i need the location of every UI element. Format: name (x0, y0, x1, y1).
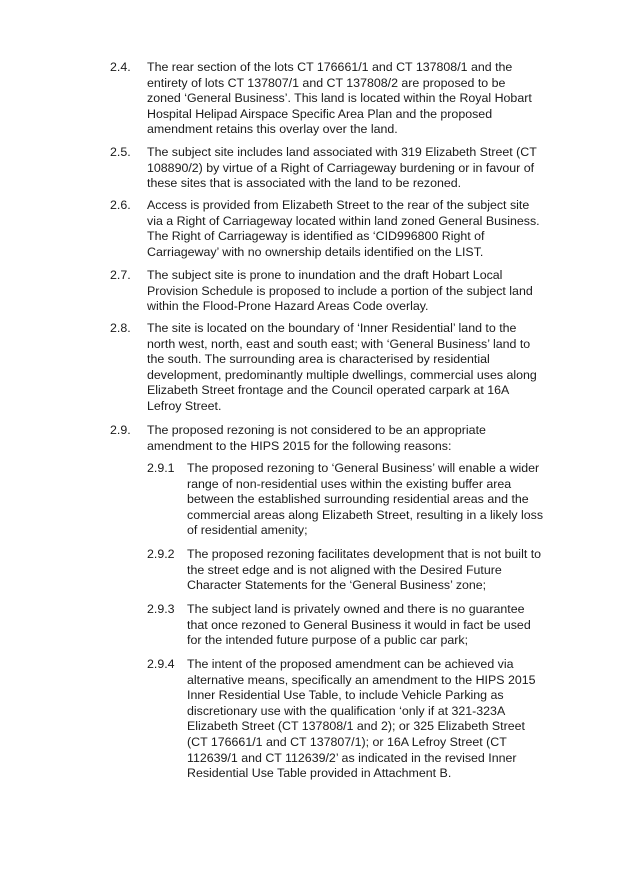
paragraph-body (147, 198, 540, 260)
paragraph-line: north west, north, east and south east; with ‘General Business’ land to (147, 336, 531, 351)
paragraph-line: The site is located on the boundary of ‘Inner Residential’ land to the (147, 321, 517, 335)
paragraph-number: 2.7. (110, 268, 131, 282)
paragraph-body (147, 321, 537, 415)
sub-paragraph-number: 2.9.1 (147, 461, 175, 475)
paragraph-line: Elizabeth Street frontage and the Council operated carpark at 16A (147, 383, 510, 398)
sub-paragraph-number: 2.9.3 (147, 602, 175, 616)
paragraph-line: The subject site includes land associated with 319 Elizabeth Street (CT (147, 145, 537, 159)
paragraph-line: Hospital Helipad Airspace Specific Area Plan and the proposed (147, 106, 493, 121)
sub-paragraph-body (187, 657, 536, 782)
paragraph-body (147, 268, 533, 315)
sub-paragraph-line: The proposed rezoning facilitates development that is not built to (187, 547, 542, 561)
paragraph-body (147, 60, 532, 138)
paragraph-line: Carriageway’ with no ownership details identified on the LIST. (147, 244, 484, 259)
paragraph-line: the south. The surrounding area is characterised by residential (147, 352, 490, 367)
sub-paragraph-line: (CT 176661/1 and CT 137807/1); or 16A Lefroy Street (CT (187, 734, 507, 749)
paragraph-number: 2.9. (110, 423, 131, 437)
sub-paragraph-number: 2.9.2 (147, 547, 175, 561)
paragraph-number: 2.4. (110, 60, 131, 74)
sub-paragraph-line: Character Statements for the ‘General Business’ zone; (187, 578, 487, 593)
paragraph-line: zoned ‘General Business’. This land is located within the Royal Hobart (147, 91, 532, 106)
paragraph-line: 108890/2) by virtue of a Right of Carriageway burdening or in favour of (147, 160, 535, 175)
sub-paragraph-line: Inner Residential Use Table, to include Vehicle Parking as (187, 688, 504, 703)
paragraph-line: Provision Schedule is proposed to include a portion of the subject land (147, 283, 533, 298)
sub-paragraph-line: discretionary use with the qualification ‘only if at 321-323A (187, 703, 506, 718)
sub-paragraph-line: between the established surrounding residential areas and the (187, 492, 529, 507)
paragraph-line: these sites that is associated with the land to be rezoned. (147, 176, 462, 191)
sub-paragraph-line: that once rezoned to General Business it would in fact be used (187, 617, 531, 632)
sub-paragraph-body (187, 602, 531, 649)
sub-paragraph-line: range of non-residential uses within the existing buffer area (187, 476, 512, 491)
paragraph-line: The rear section of the lots CT 176661/1 and CT 137808/1 and the (147, 60, 513, 74)
paragraph-line: The Right of Carriageway is identified as ‘CID996800 Right of (147, 229, 485, 244)
sub-paragraph-line: The intent of the proposed amendment can be achieved via (187, 657, 514, 671)
paragraph-line: Access is provided from Elizabeth Street to the rear of the subject site (147, 198, 530, 212)
sub-paragraph-number: 2.9.4 (147, 657, 175, 671)
paragraph-line: via a Right of Carriageway located within land zoned General Business. (147, 213, 540, 228)
sub-paragraph-line: the street edge and is not aligned with the Desired Future (187, 562, 502, 577)
paragraph-line: development, predominantly multiple dwellings, commercial uses along (147, 367, 537, 382)
sub-paragraph-line: Residential Use Table provided in Attachment B. (187, 766, 452, 781)
paragraph-body (147, 145, 537, 192)
sub-paragraph-line: alternative means, specifically an amendment to the HIPS 2015 (187, 672, 536, 687)
sub-paragraph-line: of residential amenity; (187, 523, 308, 538)
sub-paragraph-line: The subject land is privately owned and there is no guarantee (187, 602, 525, 616)
sub-paragraph-line: 112639/1 and CT 112639/2’ as indicated in the revised Inner (187, 750, 517, 765)
sub-paragraph-body (187, 547, 541, 594)
paragraph-number: 2.5. (110, 145, 131, 159)
paragraph-line: amendment to the HIPS 2015 for the following reasons: (147, 438, 452, 453)
paragraph-line: The subject site is prone to inundation and the draft Hobart Local (147, 268, 503, 282)
sub-paragraph-line: Elizabeth Street (CT 137808/1 and 2); or 325 Elizabeth Street (187, 719, 525, 734)
paragraph-line: The proposed rezoning is not considered to be an appropriate (147, 423, 486, 437)
paragraph-line: within the Flood-Prone Hazard Areas Code overlay. (147, 299, 429, 314)
paragraph-number: 2.6. (110, 198, 131, 212)
paragraph-line: entirety of lots CT 137807/1 and CT 137808/2 are proposed to be (147, 75, 506, 90)
sub-paragraph-line: commercial areas along Elizabeth Street, resulting in a likely loss (187, 507, 544, 522)
paragraph-line: amendment retains this overlay over the land. (147, 122, 398, 137)
sub-paragraph-body (187, 461, 543, 539)
paragraph-number: 2.8. (110, 321, 131, 335)
sub-paragraph-line: for the intended future purpose of a public car park; (187, 633, 469, 648)
sub-paragraph-line: The proposed rezoning to ‘General Business’ will enable a wider (187, 461, 540, 475)
paragraph-line: Lefroy Street. (147, 398, 222, 413)
paragraph-body (147, 423, 486, 454)
